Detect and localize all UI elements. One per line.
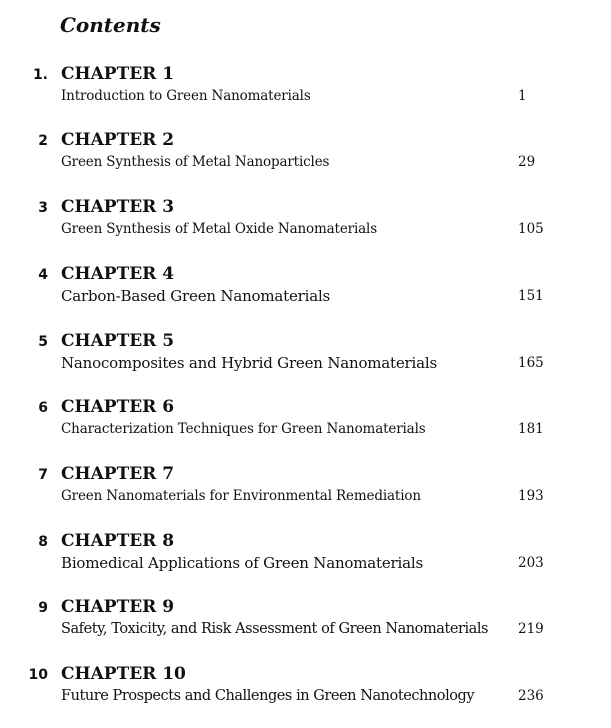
entry-number: 2 bbox=[38, 133, 48, 149]
chapter-heading: CHAPTER 5 bbox=[61, 331, 175, 351]
entry-number: 10 bbox=[28, 667, 48, 683]
page-number: 219 bbox=[518, 621, 544, 637]
toc-entry-chapter-10[interactable] bbox=[0, 662, 611, 712]
entry-number: 5 bbox=[38, 334, 48, 350]
chapter-heading: CHAPTER 8 bbox=[61, 531, 175, 551]
entry-number: 9 bbox=[38, 600, 48, 616]
page-number: 236 bbox=[518, 688, 544, 704]
toc-entry-chapter-5[interactable] bbox=[0, 329, 611, 379]
toc-entry-chapter-7[interactable] bbox=[0, 462, 611, 512]
page-number: 165 bbox=[518, 355, 544, 371]
chapter-heading: CHAPTER 3 bbox=[61, 197, 175, 217]
page-number: 29 bbox=[518, 154, 536, 170]
entry-number: 3 bbox=[38, 200, 48, 216]
chapter-heading: CHAPTER 1 bbox=[61, 64, 175, 84]
page-number: 181 bbox=[518, 421, 544, 437]
chapter-subtitle: Safety, Toxicity, and Risk Assessment of Green Nanomaterials bbox=[61, 621, 489, 637]
chapter-heading: CHAPTER 2 bbox=[61, 130, 175, 150]
chapter-subtitle: Future Prospects and Challenges in Green Nanotechnology bbox=[61, 688, 475, 704]
toc-entry-chapter-1[interactable] bbox=[0, 62, 611, 112]
toc-entry-chapter-9[interactable] bbox=[0, 595, 611, 645]
entry-number: 4 bbox=[38, 267, 48, 283]
toc-entry-chapter-8[interactable] bbox=[0, 529, 611, 579]
entry-number: 7 bbox=[38, 467, 48, 483]
chapter-subtitle: Introduction to Green Nanomaterials bbox=[61, 88, 311, 104]
chapter-subtitle: Nanocomposites and Hybrid Green Nanomaterials bbox=[61, 354, 437, 372]
toc-entry-chapter-2[interactable] bbox=[0, 128, 611, 178]
page-number: 193 bbox=[518, 488, 544, 504]
chapter-heading: CHAPTER 4 bbox=[61, 264, 175, 284]
chapter-heading: CHAPTER 9 bbox=[61, 597, 175, 617]
page-number: 1 bbox=[518, 88, 527, 104]
chapter-subtitle: Biomedical Applications of Green Nanomaterials bbox=[61, 554, 423, 572]
chapter-subtitle: Green Synthesis of Metal Oxide Nanomaterials bbox=[61, 221, 377, 237]
chapter-heading: CHAPTER 6 bbox=[61, 397, 175, 417]
chapter-heading: CHAPTER 7 bbox=[61, 464, 175, 484]
toc-entry-chapter-3[interactable] bbox=[0, 195, 611, 245]
entry-number: 1. bbox=[32, 67, 48, 83]
page-number: 105 bbox=[518, 221, 544, 237]
entry-number: 8 bbox=[38, 534, 48, 550]
page-number: 151 bbox=[518, 288, 544, 304]
chapter-subtitle: Green Nanomaterials for Environmental Remediation bbox=[61, 488, 421, 504]
toc-entry-chapter-4[interactable] bbox=[0, 262, 611, 312]
toc-entry-chapter-6[interactable] bbox=[0, 395, 611, 445]
page-number: 203 bbox=[518, 555, 544, 571]
page-title: Contents bbox=[60, 13, 161, 37]
chapter-subtitle: Green Synthesis of Metal Nanoparticles bbox=[61, 154, 330, 170]
entry-number: 6 bbox=[38, 400, 48, 416]
chapter-subtitle: Characterization Techniques for Green Nanomaterials bbox=[61, 421, 426, 437]
chapter-subtitle: Carbon-Based Green Nanomaterials bbox=[61, 287, 331, 305]
chapter-heading: CHAPTER 10 bbox=[61, 664, 186, 684]
